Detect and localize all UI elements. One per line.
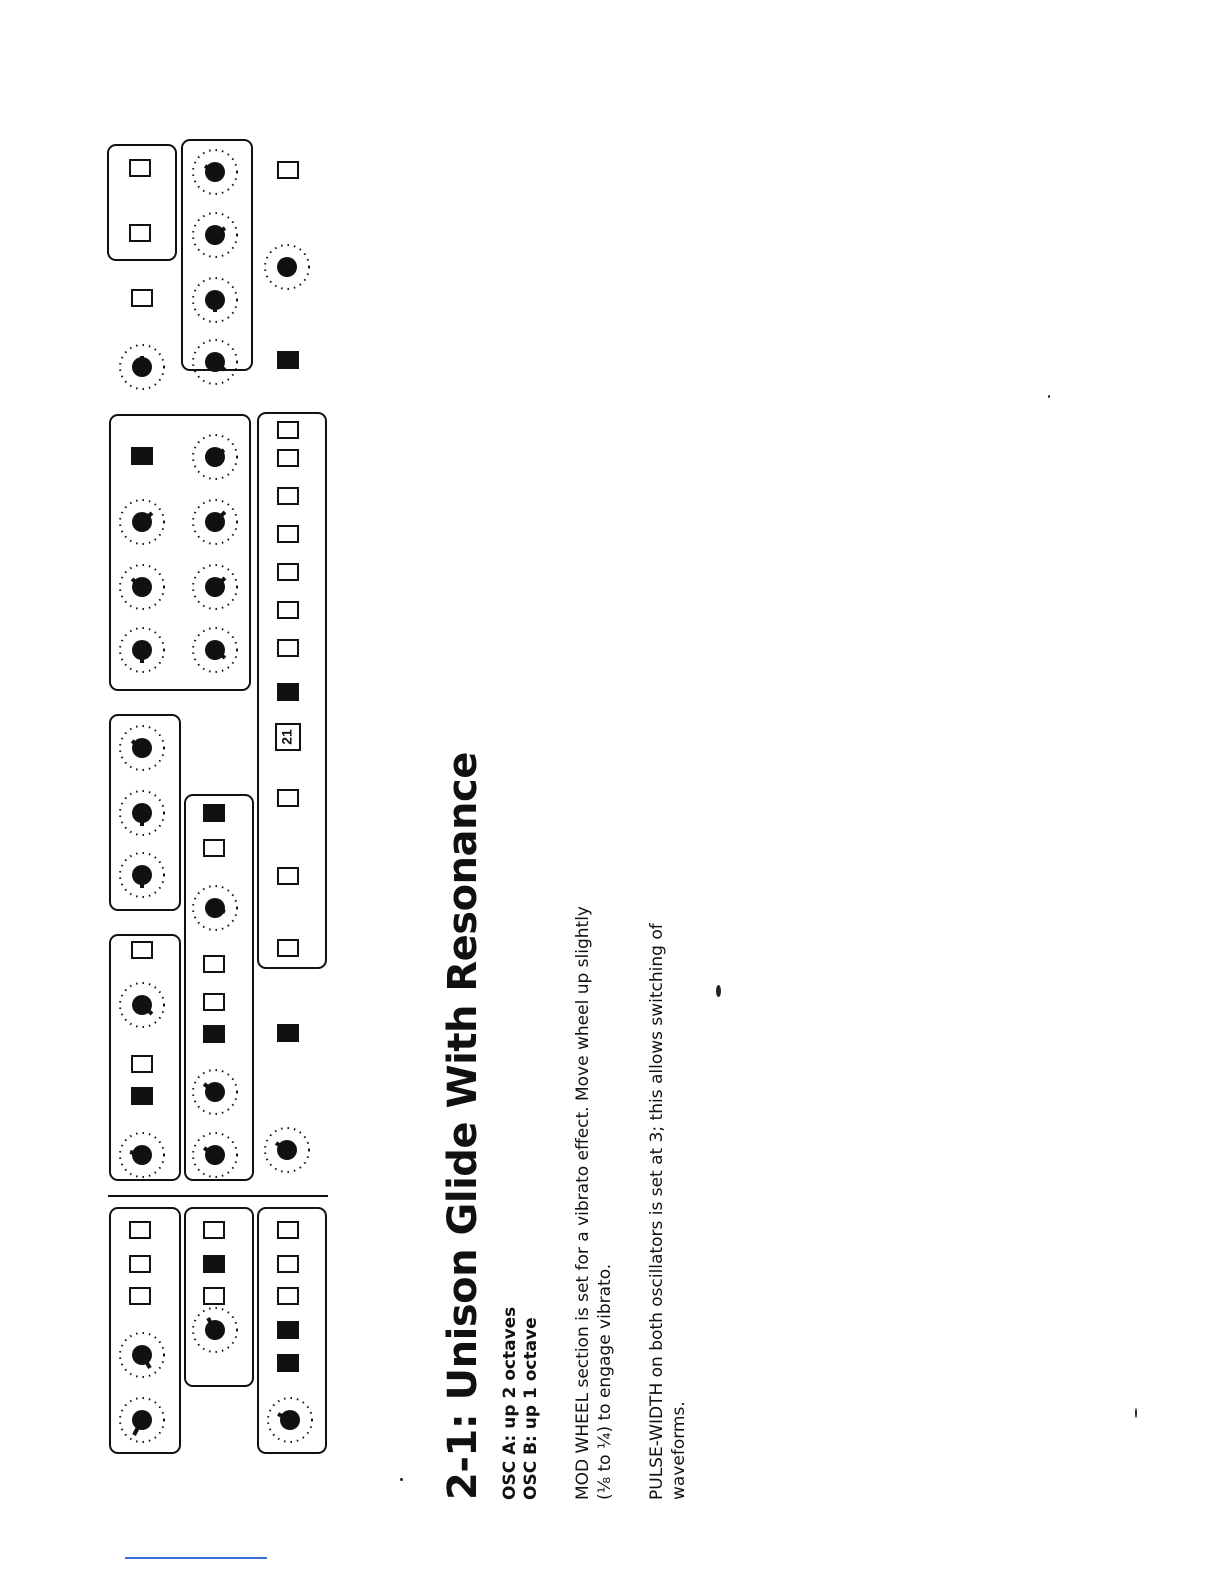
pulse-width-line-2: waveforms. <box>669 1401 689 1500</box>
pulse-width-line-1: PULSE-WIDTH on both oscillators is set at 3; this allows switching of <box>647 923 667 1500</box>
panel-svg <box>100 130 340 1470</box>
footer-rule <box>125 1557 267 1559</box>
synth-panel-diagram <box>100 130 340 1470</box>
scan-speck <box>716 985 721 997</box>
scan-speck <box>400 1478 403 1481</box>
oscillator-b-section <box>185 795 253 1180</box>
page-title: 2-1: Unison Glide With Resonance <box>440 752 486 1500</box>
osc-a-setting: OSC A: up 2 octaves <box>500 1306 520 1500</box>
mod-wheel-line-1: MOD WHEEL section is set for a vibrato effect. Move wheel up slightly <box>573 906 593 1500</box>
oscillator-a-section <box>110 935 180 1180</box>
page-text <box>440 752 700 1500</box>
cassette-section <box>108 145 176 260</box>
mod-wheel-line-2: (⅛ to ¼) to engage vibrato. <box>595 1263 615 1500</box>
scan-speck <box>1135 1408 1137 1418</box>
program-display <box>276 724 300 750</box>
mod-wheel-paragraph <box>572 880 616 1500</box>
scan-speck <box>1048 395 1050 398</box>
osc-b-setting: OSC B: up 1 octave <box>521 1317 541 1500</box>
lfo-section <box>185 1208 253 1386</box>
program-number: 21 <box>278 729 295 745</box>
pulse-width-paragraph <box>646 880 690 1500</box>
